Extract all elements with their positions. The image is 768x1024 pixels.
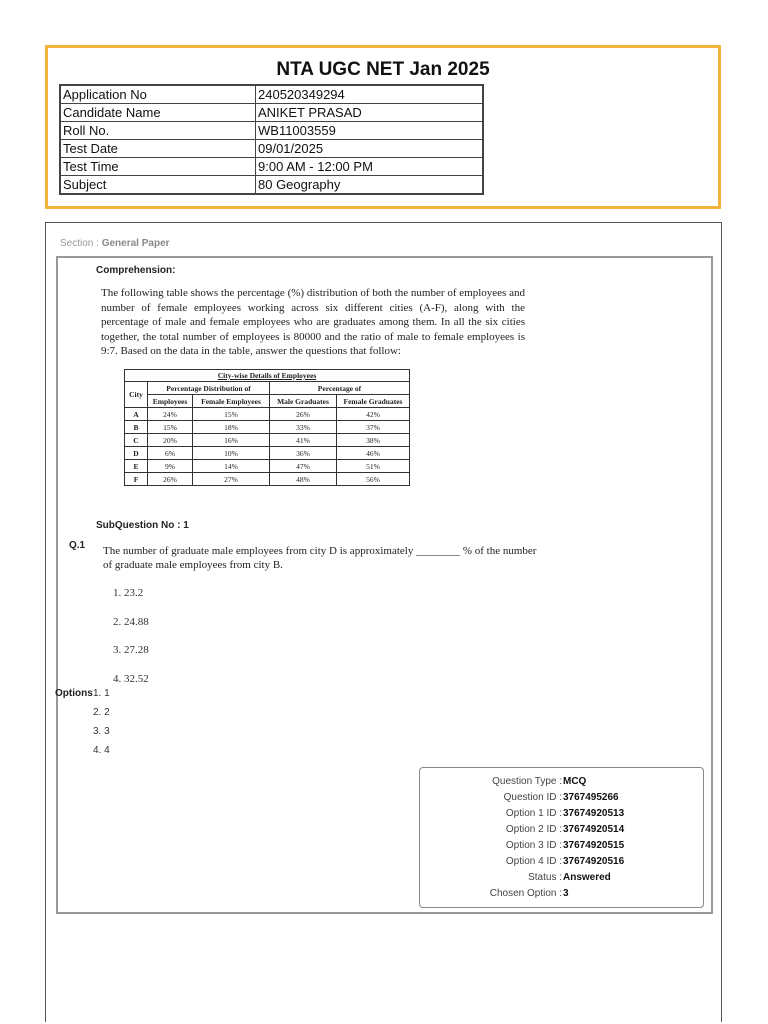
section-label (60, 238, 170, 249)
table-row (125, 473, 410, 486)
question-type-label: Question Type : (492, 776, 562, 787)
table-cell: 14% (193, 460, 270, 473)
table-cell: 15% (193, 408, 270, 421)
exam-title: NTA UGC NET Jan 2025 (276, 59, 490, 80)
answer-choice: 4. 32.52 (113, 673, 149, 685)
comprehension-label: Comprehension: (96, 265, 176, 276)
candidate-info-table (59, 84, 484, 195)
table-cell: 47% (270, 460, 337, 473)
info-label: Application No (60, 85, 256, 104)
info-value: WB11003559 (256, 122, 484, 140)
option4-id-value: 37674920516 (563, 856, 625, 867)
section-prefix: Section : (60, 238, 102, 249)
table-cell: 9% (148, 460, 193, 473)
table-row (125, 460, 410, 473)
table-cell: 6% (148, 447, 193, 460)
col-header: Employees (148, 395, 193, 408)
chosen-option-label: Chosen Option : (489, 888, 562, 899)
info-label: Candidate Name (60, 104, 256, 122)
table-header-row (125, 395, 410, 408)
status-label: Status : (528, 872, 562, 883)
table-cell: 15% (148, 421, 193, 434)
col-header: Female Employees (193, 395, 270, 408)
table-cell: A (125, 408, 148, 421)
info-label: Subject (60, 176, 256, 195)
info-value: 80 Geography (256, 176, 484, 195)
table-cell: B (125, 421, 148, 434)
table-cell: 26% (148, 473, 193, 486)
city-header: City (125, 382, 148, 408)
option-item: 1. 1 (93, 688, 110, 699)
option4-id-label: Option 4 ID : (505, 856, 562, 867)
table-row (60, 176, 483, 195)
option3-id-label: Option 3 ID : (505, 840, 562, 851)
question-text: The number of graduate male employees from city D is approximately ________ % of the number of graduate male employees from city B. (103, 545, 537, 571)
table-cell: 20% (148, 434, 193, 447)
table-cell: 38% (337, 434, 410, 447)
table-cell: 18% (193, 421, 270, 434)
table-cell: D (125, 447, 148, 460)
table-caption: City-wise Details of Employees (125, 370, 410, 382)
info-value: ANIKET PRASAD (256, 104, 484, 122)
status-value: Answered (563, 872, 611, 883)
group-header-percentage: Percentage of (270, 382, 410, 395)
table-cell: 10% (193, 447, 270, 460)
chosen-option-value: 3 (563, 888, 569, 899)
option2-id-label: Option 2 ID : (505, 824, 562, 835)
table-cell: 41% (270, 434, 337, 447)
col-header: Female Graduates (337, 395, 410, 408)
table-row (125, 447, 410, 460)
table-cell: 37% (337, 421, 410, 434)
table-row (60, 85, 483, 104)
section-name: General Paper (101, 238, 170, 249)
table-cell: 24% (148, 408, 193, 421)
question-id-value: 3767495266 (563, 792, 619, 803)
answer-choice: 1. 23.2 (113, 587, 144, 599)
subquestion-label: SubQuestion No : 1 (96, 520, 189, 531)
table-row (60, 122, 483, 140)
question-type-value: MCQ (563, 776, 587, 787)
table-cell: 46% (337, 447, 410, 460)
option1-id-value: 37674920513 (563, 808, 625, 819)
table-cell: 26% (270, 408, 337, 421)
option2-id-value: 37674920514 (563, 824, 625, 835)
question-id-label: Question ID : (503, 792, 562, 803)
table-row (125, 408, 410, 421)
options-label (55, 688, 93, 699)
answer-choice: 2. 24.88 (113, 616, 149, 628)
table-cell: 36% (270, 447, 337, 460)
candidate-header (45, 45, 721, 209)
option1-id-label: Option 1 ID : (505, 808, 562, 819)
info-label: Roll No. (60, 122, 256, 140)
info-label: Test Time (60, 158, 256, 176)
option3-id-value: 37674920515 (563, 840, 625, 851)
option-item: 4. 4 (93, 745, 110, 756)
city-employee-table (124, 369, 410, 486)
options-label-text: Options (55, 688, 93, 699)
option-item: 3. 3 (93, 726, 110, 737)
option-item: 2. 2 (93, 707, 110, 718)
table-cell: F (125, 473, 148, 486)
info-value: 9:00 AM - 12:00 PM (256, 158, 484, 176)
table-row (125, 434, 410, 447)
table-cell: 48% (270, 473, 337, 486)
table-cell: 51% (337, 460, 410, 473)
table-cell: 56% (337, 473, 410, 486)
table-cell: 27% (193, 473, 270, 486)
table-cell: E (125, 460, 148, 473)
question-meta-box (419, 767, 704, 908)
table-row (60, 140, 483, 158)
answer-choice: 3. 27.28 (113, 644, 149, 656)
table-row (125, 421, 410, 434)
table-caption-row (125, 370, 410, 382)
col-header: Male Graduates (270, 395, 337, 408)
table-row (60, 158, 483, 176)
table-row (60, 104, 483, 122)
comprehension-passage: The following table shows the percentage (%) distribution of both the number of employees and number of female employees working across six different cities (A-F), along with the percentage of male and female employees who are graduates among them. In all the six cities together, the total number of employees is 80000 and the ratio of male to female employees is 9:7. Based on the data in the table, answer the questions that follow: (101, 287, 525, 357)
table-header-row (125, 382, 410, 395)
table-cell: 16% (193, 434, 270, 447)
group-header-distribution: Percentage Distribution of (148, 382, 270, 395)
info-value: 240520349294 (256, 85, 484, 104)
info-label: Test Date (60, 140, 256, 158)
question-number: Q.1 (69, 540, 86, 551)
table-cell: 33% (270, 421, 337, 434)
table-cell: C (125, 434, 148, 447)
table-cell: 42% (337, 408, 410, 421)
info-value: 09/01/2025 (256, 140, 484, 158)
